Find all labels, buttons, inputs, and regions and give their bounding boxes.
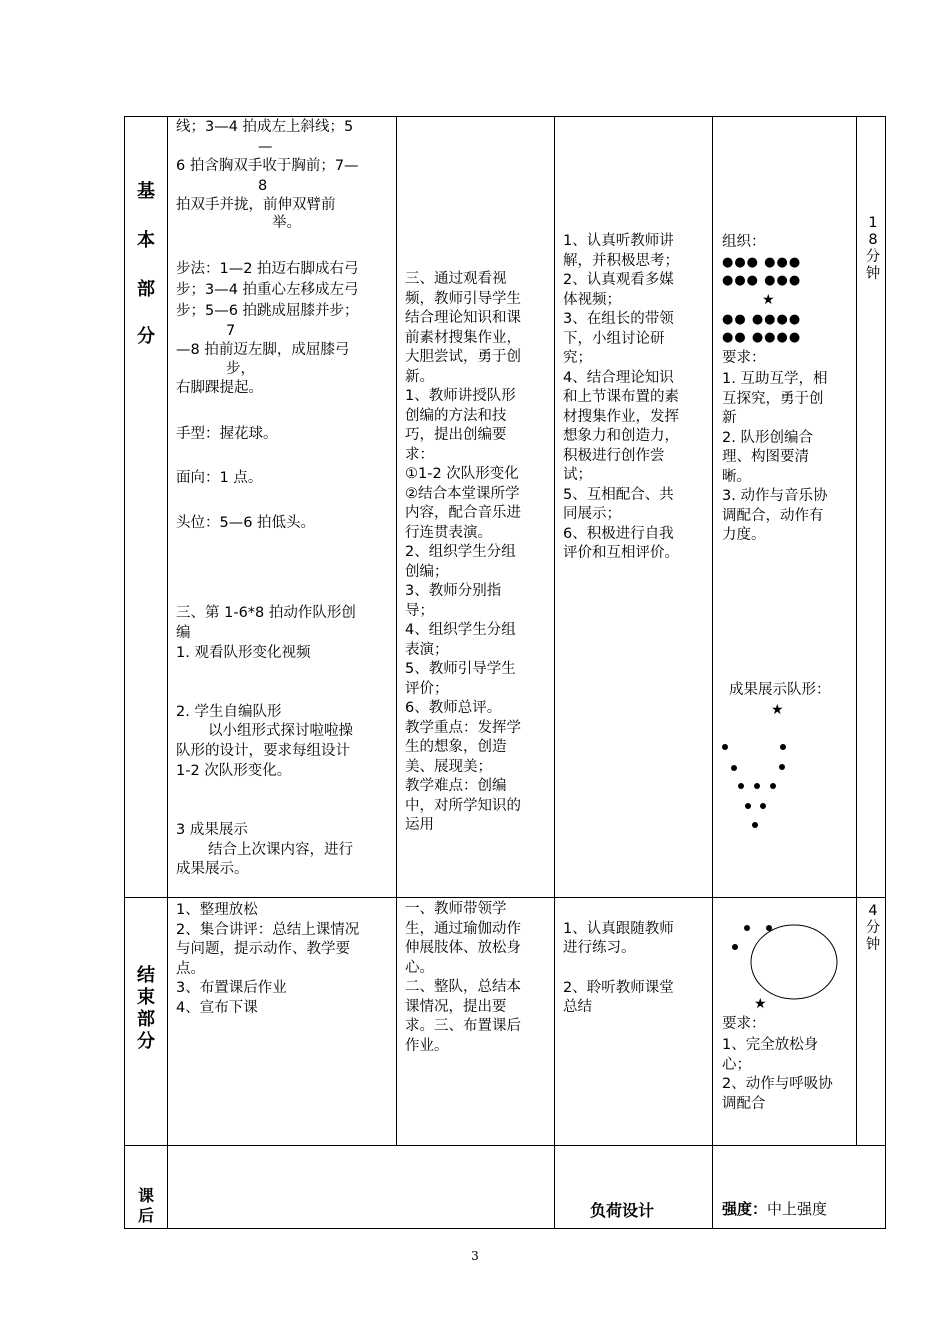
load-design-label: 负荷设计 xyxy=(590,1201,655,1220)
section-label-end: 结 束 部 分 xyxy=(137,965,155,1052)
basic-time: 1 8 分 钟 xyxy=(865,215,881,282)
teacher-star-icon: ★ xyxy=(762,292,775,308)
end-time: 4 分 钟 xyxy=(865,903,881,953)
end-content: 1、整理放松 2、集合讲评：总结上课情况 与问题，提示动作、教学要 点。 3、布置课后作业 4、宣布下课 xyxy=(176,902,360,1016)
page-number: 3 xyxy=(471,1249,479,1263)
end-teacher: 一、教师带领学 生，通过瑜伽动作 伸展肢体、放松身 心。 二、整队，总结本 课情况，提出要 求。三、布置课后 作业。 xyxy=(405,901,521,1054)
basic-student: 1、认真听教师讲 解，并积极思考； 2、认真观看多媒 体视频； 3、在组长的带领 下，小组讨论研 究； 4、结合理论知识 和上节课布置的素 材搜集作业，发挥 想象力和创造力， 积极进行创作尝 试； 5、互相配合、共 同展示； 6、积极进行自我 评价和互相评价。 xyxy=(563,233,679,561)
circle-formation xyxy=(748,922,840,1002)
intensity: 强度：中上强度 xyxy=(722,1200,828,1218)
basic-teacher: 三、通过观看视 频，教师引导学生 结合理论知识和课 前素材搜集作业， 大胆尝试，勇于创 新。 1、教师讲授队形 创编的方法和技 巧，提出创编要 求： ①1-2 次队形变化 ②结合本堂课所学 内容，配合音乐进 行连贯表演。 2、组织学生分组 创编； 3、教师分别指 导； 4、组织学生分组 表演； 5、教师引导学生 评价； 6、教师总评。 教学重点：发挥学 生的想象，创造 美、展现美； 教学难点：创编 中，对所学知识的 运用 xyxy=(405,271,521,833)
section-label-after: 课 后 xyxy=(137,1186,154,1225)
formation-rows: ●●● ●●● ●●● ●●● xyxy=(722,255,802,288)
end-star-icon: ★ xyxy=(754,996,767,1012)
result-star-icon: ★ xyxy=(771,702,784,718)
section-label-basic: 基 本 部 分 xyxy=(137,181,155,347)
